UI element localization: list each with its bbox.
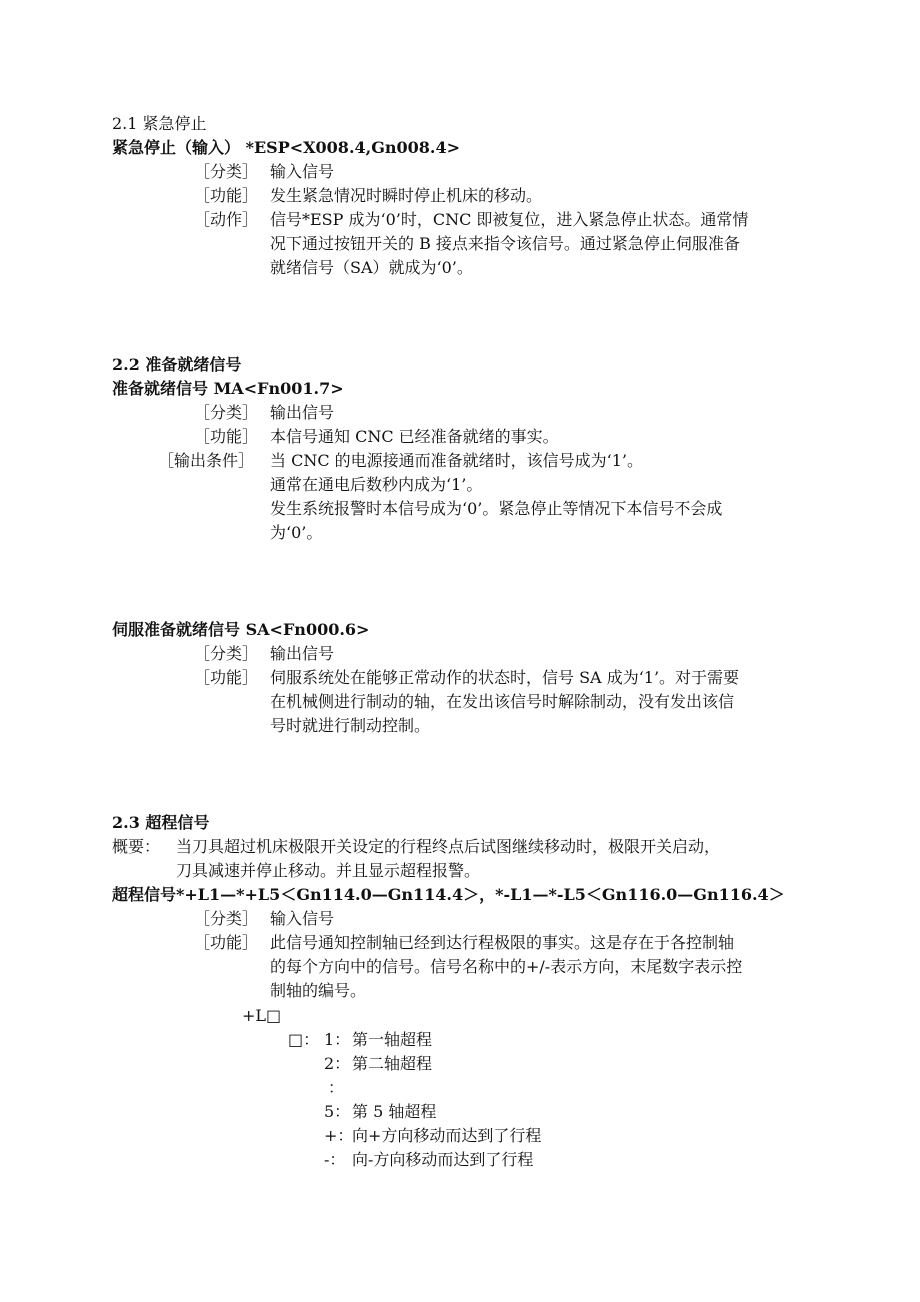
row-text: 制轴的编号。 — [270, 981, 367, 1000]
row-text: 信号*ESP 成为‘0’时，CNC 即被复位，进入紧急停止状态。通常情 — [270, 210, 749, 229]
row-text: 输入信号 — [270, 162, 335, 181]
row-label: ［分类］ — [194, 644, 259, 663]
row-text: 在机械侧进行制动的轴，在发出该信号时解除制动，没有发出该信 — [270, 692, 735, 711]
row-text: 输出信号 — [270, 644, 335, 663]
row-text: 此信号通知控制轴已经到达行程极限的事实。这是存在于各控制轴 — [270, 933, 735, 952]
row-label: ［输出条件］ — [157, 451, 254, 470]
legend-key: 2： — [324, 1054, 351, 1073]
row-text: 伺服系统处在能够正常动作的状态时，信号 SA 成为‘1’。对于需要 — [270, 668, 740, 687]
row-text: 当 CNC 的电源接通而准备就绪时，该信号成为‘1’。 — [270, 451, 644, 470]
overview-text: 刀具减速并停止移动。并且显示超程报警。 — [176, 861, 481, 880]
overtravel-signal-heading: 超程信号*+L1—*+L5＜Gn114.0—Gn114.4＞，*-L1—*-L5＜Gn116.0—Gn116.4＞ — [112, 885, 785, 904]
row-text: 就绪信号（SA）就成为‘0’。 — [270, 258, 473, 277]
legend-text: 向-方向移动而达到了行程 — [352, 1150, 534, 1169]
legend-ellipsis: ： — [328, 1078, 345, 1097]
row-text: 输入信号 — [270, 909, 335, 928]
legend-text: 第二轴超程 — [352, 1054, 433, 1073]
row-text: 发生系统报警时本信号成为‘0’。紧急停止等情况下本信号不会成 — [270, 499, 723, 518]
row-text: 况下通过按钮开关的 B 接点来指令该信号。通过紧急停止伺服准备 — [270, 234, 740, 253]
legend-key: +： — [324, 1126, 354, 1145]
legend-text: 第 5 轴超程 — [352, 1102, 437, 1121]
row-label: ［功能］ — [194, 186, 259, 205]
ma-signal-heading: 准备就绪信号 MA<Fn001.7> — [112, 379, 344, 398]
row-label: ［分类］ — [194, 162, 259, 181]
row-label: ［功能］ — [194, 427, 259, 446]
section-2-3-title: 2.3 超程信号 — [112, 813, 210, 832]
row-label: ［功能］ — [194, 933, 259, 952]
sa-signal-heading: 伺服准备就绪信号 SA<Fn000.6> — [112, 620, 370, 639]
row-text: 为‘0’。 — [270, 523, 323, 542]
row-text: 输出信号 — [270, 403, 335, 422]
section-2-1-title: 2.1 紧急停止 — [112, 114, 207, 133]
row-text: 本信号通知 CNC 已经准备就绪的事实。 — [270, 427, 559, 446]
row-label: ［功能］ — [194, 668, 259, 687]
row-label: ［动作］ — [194, 210, 259, 229]
overview-text: 当刀具超过机床极限开关设定的行程终点后试图继续移动时，极限开关启动， — [176, 837, 721, 856]
legend-box-label: □： — [288, 1030, 320, 1049]
row-text: 通常在通电后数秒内成为‘1’。 — [270, 475, 483, 494]
section-2-2-title: 2.2 准备就绪信号 — [112, 355, 242, 374]
row-text: 号时就进行制动控制。 — [270, 716, 431, 735]
row-text: 的每个方向中的信号。信号名称中的+/-表示方向，末尾数字表示控 — [270, 957, 743, 976]
row-text: 发生紧急情况时瞬时停止机床的移动。 — [270, 186, 543, 205]
row-label: ［分类］ — [194, 403, 259, 422]
signal-code: +L□ — [242, 1006, 282, 1025]
row-label: ［分类］ — [194, 909, 259, 928]
esp-signal-heading: 紧急停止（输入） *ESP<X008.4,Gn008.4> — [112, 138, 461, 157]
legend-text: 向+方向移动而达到了行程 — [352, 1126, 542, 1145]
overview-label: 概要： — [112, 837, 161, 856]
legend-key: -： — [324, 1150, 346, 1169]
legend-text: 第一轴超程 — [352, 1030, 433, 1049]
legend-key: 5： — [324, 1102, 351, 1121]
legend-key: 1： — [324, 1030, 351, 1049]
